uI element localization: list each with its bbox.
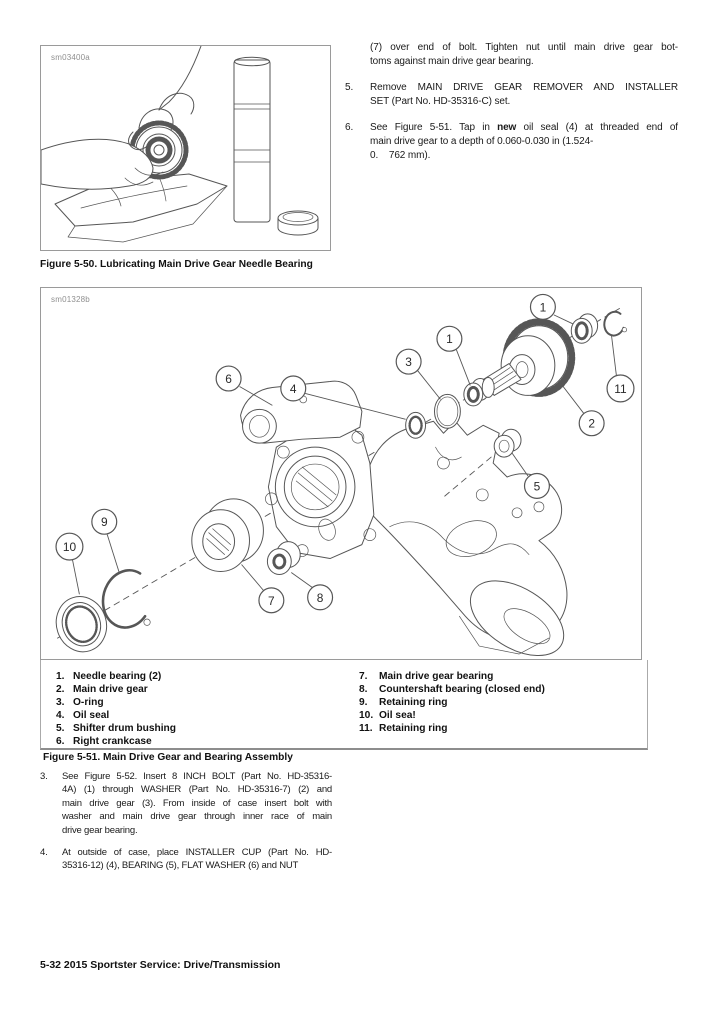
- step-4: [40, 846, 332, 873]
- text-line: (7) over end of bolt. Tighten nut until main drive gear bot-: [370, 42, 678, 53]
- leader-1b: [456, 350, 470, 386]
- figure-5-51-legend: [40, 660, 648, 750]
- o-ring-part: [434, 394, 460, 428]
- leader-7: [242, 565, 264, 591]
- text-line: See Figure 5-52. Insert 8 INCH BOLT (Part No. HD-35316-: [62, 771, 332, 782]
- callout-1-inner: [437, 326, 462, 351]
- legend-item-6: 6. Right crankcase: [56, 736, 152, 747]
- page-footer: 5-32 2015 Sportster Service: Drive/Transmission: [40, 959, 281, 971]
- needle-bearing-outer-part: [571, 314, 597, 343]
- callout-5: [525, 474, 550, 499]
- figure-5-50-code: sm03400a: [51, 53, 90, 62]
- right-crankcase-illustration: [364, 421, 577, 659]
- callout-7: [259, 588, 284, 613]
- svg-text:10: 10: [62, 540, 77, 555]
- legend-item-2: 2. Main drive gear: [56, 684, 148, 695]
- svg-text:5: 5: [533, 479, 541, 494]
- legend-item-1: 1. Needle bearing (2): [56, 671, 162, 682]
- callout-8: [308, 585, 333, 610]
- bold-new: new: [497, 122, 517, 133]
- svg-text:7: 7: [268, 593, 275, 608]
- text-line: drive gear bearing.: [62, 824, 138, 836]
- text-line: washer and main drive gear through inner race of main: [62, 811, 332, 823]
- legend-left-column: [56, 670, 176, 748]
- step-4-number: 4.: [40, 847, 48, 859]
- text-line: SET (Part No. HD-35316-C) set.: [370, 96, 511, 107]
- callout-10: [56, 533, 83, 560]
- svg-text:9: 9: [100, 515, 108, 530]
- left-text-column: [40, 770, 332, 882]
- svg-text:8: 8: [316, 590, 324, 605]
- step-5-number: 5.: [345, 82, 354, 93]
- leader-3: [418, 371, 441, 400]
- callout-2: [579, 411, 604, 436]
- figure-5-50-box: [40, 45, 331, 251]
- step-5: [345, 81, 678, 109]
- oil-seal-4-part: [406, 412, 426, 438]
- figure-5-51-box: [40, 287, 642, 660]
- leader-9: [107, 535, 119, 573]
- svg-text:3: 3: [405, 355, 412, 370]
- leader-11: [612, 336, 617, 377]
- countershaft-bearing-part: [267, 542, 300, 575]
- text-line: Remove MAIN DRIVE GEAR REMOVER AND INSTALLER: [370, 82, 678, 93]
- legend-right-column: [359, 670, 545, 735]
- svg-text:4: 4: [289, 381, 297, 396]
- callout-1-outer: [530, 294, 555, 319]
- callout-4: [281, 376, 306, 401]
- step-6-number: 6.: [345, 122, 354, 133]
- legend-item-5: 5. Shifter drum bushing: [56, 723, 177, 734]
- container-cap-illustration: [278, 211, 318, 235]
- callout-9: [92, 509, 117, 534]
- retaining-ring-9-part: [103, 570, 150, 627]
- figure-5-51-code: sm01328b: [51, 295, 90, 304]
- text-line: main drive gear (3). From inside of case insert bolt with: [62, 797, 332, 809]
- figure-5-50-illustration: [41, 46, 330, 250]
- text-line: At outside of case, place INSTALLER CUP (Part No. HD-: [62, 847, 332, 859]
- text-line: toms against main drive gear bearing.: [370, 56, 534, 67]
- callout-3: [396, 349, 421, 374]
- legend-item-8: 8. Countershaft bearing (closed end): [359, 684, 545, 695]
- step-6: 6. See Figure 5-51. Tap in new oil seal (4) at threaded end of main drive gear to a depth of 0.060-0.030 in (1.524- 0. 762 mm).: [345, 122, 678, 161]
- right-text-column: [345, 41, 678, 175]
- main-drive-gear-part: [482, 322, 572, 398]
- figure-5-50-caption: Figure 5-50. Lubricating Main Drive Gear Needle Bearing: [40, 259, 313, 270]
- svg-text:11: 11: [614, 381, 627, 396]
- legend-item-7: 7. Main drive gear bearing: [359, 671, 494, 682]
- svg-text:6: 6: [225, 371, 232, 386]
- step-3: [40, 770, 332, 837]
- legend-item-10: 10. Oil sea!: [359, 710, 416, 721]
- figure-5-51-caption: Figure 5-51. Main Drive Gear and Bearing Assembly: [43, 752, 293, 763]
- text-line: 35316-12) (4), BEARING (5), FLAT WASHER (6) and NUT: [62, 860, 299, 872]
- retaining-ring-11-part: [604, 312, 626, 336]
- leader-1a: [554, 315, 573, 324]
- leader-5: [512, 453, 528, 476]
- leader-2: [561, 383, 584, 413]
- figure-5-51-illustration: [41, 288, 641, 659]
- svg-text:1: 1: [446, 332, 453, 347]
- leader-8: [291, 572, 312, 587]
- legend-item-4: 4. Oil seal: [56, 710, 110, 721]
- grease-tube-illustration: [234, 57, 270, 222]
- leader-10: [72, 560, 79, 595]
- paragraph-7-continuation: [345, 41, 678, 69]
- legend-item-11: 11. Retaining ring: [359, 723, 448, 734]
- text-line: 4A) (1) through WASHER (Part No. HD-35316-7) (2) and: [62, 784, 332, 796]
- legend-item-9: 9. Retaining ring: [359, 697, 448, 708]
- legend-item-3: 3. O-ring: [56, 697, 104, 708]
- callout-11: [607, 375, 634, 402]
- main-drive-gear-bearing-part: [192, 499, 264, 572]
- step-3-number: 3.: [40, 771, 48, 782]
- callout-6: [216, 366, 241, 391]
- svg-text:1: 1: [539, 300, 547, 315]
- svg-text:2: 2: [588, 416, 595, 431]
